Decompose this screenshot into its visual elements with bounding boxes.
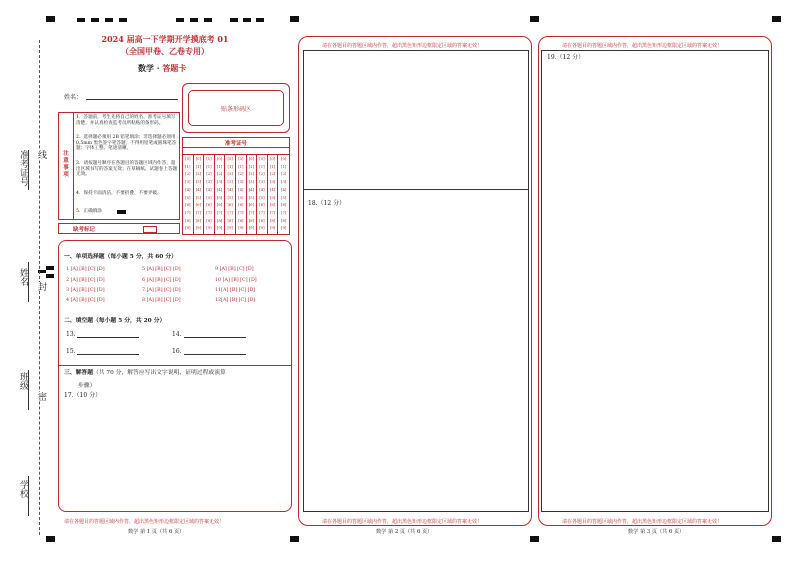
exam-digit-bubble[interactable]: [5] [238, 194, 244, 200]
exam-digit-bubble[interactable]: [9] [195, 225, 202, 231]
exam-digit-bubble[interactable]: [7] [238, 209, 244, 215]
notice-item: 4．保持卡面清洁，不要折叠、不要弄破。 [76, 191, 162, 196]
alignment-mark [91, 18, 99, 22]
exam-digit-bubble[interactable]: [4] [195, 186, 202, 192]
alignment-mark [46, 16, 55, 22]
exam-digit-bubble[interactable]: [6] [280, 202, 287, 208]
exam-digit-bubble[interactable]: [6] [269, 202, 276, 208]
mcq-option[interactable]: 1 [A] [B] [C] [D] [66, 267, 105, 272]
exam-digit-bubble[interactable]: [4] [185, 186, 191, 192]
filled-mark-sample [117, 210, 126, 214]
exam-digit-bubble[interactable]: [8] [269, 217, 276, 223]
notice-item: 2．选择题必须用 2B 铅笔填涂；非选择题必须用 0.5mm 黑色签字笔答题，不得用铅笔或圆珠笔答题；字体工整、笔迹清晰。 [76, 135, 177, 152]
exam-digit-bubble[interactable]: [9] [227, 225, 233, 231]
exam-digit-bubble[interactable]: [8] [216, 217, 223, 223]
exam-digit-bubble[interactable]: [1] [216, 163, 223, 169]
margin-line [28, 370, 29, 410]
exam-digit-bubble[interactable]: [0] [206, 156, 212, 161]
margin-line [28, 476, 29, 516]
exam-digit-bubble[interactable]: [4] [269, 186, 276, 192]
alignment-mark [105, 18, 113, 22]
exam-digit-bubble[interactable]: [1] [185, 163, 191, 169]
exam-digit-bubble[interactable]: [6] [227, 202, 233, 208]
exam-digit-bubble[interactable]: [4] [227, 186, 233, 192]
notice-divider [73, 113, 74, 219]
exam-digit-bubble[interactable]: [8] [195, 217, 202, 223]
subject-label: 数学 · [138, 63, 163, 73]
section3-desc-cont: 步骤） [78, 383, 96, 389]
exam-number-column [257, 155, 268, 234]
alignment-mark [256, 18, 264, 22]
mcq-option[interactable]: 7 [A] [B] [C] [D] [142, 288, 181, 293]
name-label: 姓名： [64, 94, 83, 101]
exam-digit-bubble[interactable]: [6] [185, 202, 191, 208]
exam-digit-bubble[interactable]: [0] [227, 156, 233, 161]
alignment-mark [190, 18, 198, 22]
exam-digit-bubble[interactable]: [5] [248, 194, 255, 200]
page-footer: 数学 第 1 页（共 6 页） [128, 529, 185, 535]
exam-digit-bubble[interactable]: [0] [216, 156, 223, 161]
q13-answer-line[interactable] [77, 337, 139, 338]
name-field[interactable] [86, 99, 178, 100]
alignment-mark [46, 536, 55, 542]
exam-digit-bubble[interactable]: [9] [248, 225, 255, 231]
margin-exam-no: 准考证号 [18, 150, 28, 186]
exam-number-title: 准考证号 [224, 141, 247, 147]
notice-box [58, 112, 180, 220]
exam-digit-bubble[interactable]: [9] [259, 225, 265, 231]
exam-digit-bubble[interactable]: [3] [195, 179, 202, 185]
exam-digit-bubble[interactable]: [2] [185, 171, 191, 177]
exam-digit-bubble[interactable]: [7] [269, 209, 276, 215]
exam-digit-bubble[interactable]: [5] [269, 194, 276, 200]
q17-label: 17.（10 分） [64, 392, 102, 399]
margin-name: 姓名 [18, 268, 28, 286]
exam-digit-bubble[interactable]: [4] [280, 186, 287, 192]
exam-digit-bubble[interactable]: [1] [259, 163, 265, 169]
q15-label: 15. [66, 348, 76, 355]
exam-digit-bubble[interactable]: [9] [280, 225, 287, 231]
mcq-option[interactable]: 9 [A] [B] [C] [D] [215, 267, 254, 272]
exam-digit-bubble[interactable]: [3] [259, 179, 265, 185]
exam-digit-bubble[interactable]: [0] [195, 156, 202, 161]
q19-box[interactable] [541, 50, 769, 512]
q16-answer-line[interactable] [184, 354, 246, 355]
exam-digit-bubble[interactable]: [9] [185, 225, 191, 231]
exam-digit-bubble[interactable]: [4] [216, 186, 223, 192]
warning-text: 请在各题目的答题区域内作答，超出黑色矩形边框限定区域的答案无效！ [562, 43, 723, 49]
exam-digit-bubble[interactable]: [3] [216, 179, 223, 185]
section3-desc: （共 70 分，解答应写出文字说明、证明过程或演算 [93, 370, 226, 376]
exam-digit-bubble[interactable]: [7] [280, 209, 287, 215]
absent-label: 缺考标记 [73, 227, 96, 233]
exam-number-column [194, 155, 205, 234]
section3-title: 三、解答题 [64, 370, 93, 376]
exam-number-column [278, 155, 289, 234]
exam-digit-bubble[interactable]: [4] [238, 186, 244, 192]
margin-xian: 线 [36, 150, 46, 159]
section2-title: 二、填空题（每小题 5 分，共 20 分） [64, 318, 166, 324]
exam-digit-bubble[interactable]: [1] [269, 163, 276, 169]
exam-digit-bubble[interactable]: [7] [195, 209, 202, 215]
q18-box[interactable] [303, 190, 529, 512]
exam-number-header-line [183, 147, 289, 148]
exam-digit-bubble[interactable]: [1] [280, 163, 287, 169]
margin-school: 学校 [18, 480, 28, 498]
exam-digit-bubble[interactable]: [0] [238, 156, 244, 161]
page-subtitle: （全国甲卷、乙卷专用） [121, 46, 209, 56]
exam-number-column [215, 155, 226, 234]
alignment-mark [290, 16, 299, 22]
exam-number-column [236, 155, 247, 234]
exam-digit-bubble[interactable]: [8] [259, 217, 265, 223]
exam-digit-bubble[interactable]: [2] [238, 171, 244, 177]
barcode-label: 贴条形码区 [220, 106, 251, 113]
exam-digit-bubble[interactable]: [7] [185, 209, 191, 215]
exam-number-column [268, 155, 279, 234]
exam-digit-bubble[interactable]: [6] [259, 202, 265, 208]
page-title: 2024 届高一下学期开学摸底考 01 [101, 34, 229, 44]
alignment-mark [119, 18, 127, 22]
exam-digit-bubble[interactable]: [5] [280, 194, 287, 200]
section1-title: 一、单项选择题（每小题 5 分，共 60 分） [64, 254, 177, 260]
mcq-option[interactable]: 6 [A] [B] [C] [D] [142, 278, 181, 283]
notice-item: 1．答题前，考生先将自己的姓名，准考证号填写清楚，并认真检查监考员所粘贴的条形码。 [76, 115, 176, 126]
exam-digit-bubble[interactable]: [5] [259, 194, 265, 200]
q15-answer-line[interactable] [77, 354, 139, 355]
alignment-mark [530, 536, 539, 542]
notice-item: 3．请按题号顺序在各题目的答题区域内作答，超出区域书写的答案无效；在草稿纸、试题卷上答题无效。 [76, 161, 178, 178]
exam-digit-bubble[interactable]: [6] [216, 202, 223, 208]
exam-digit-bubble[interactable]: [2] [280, 171, 287, 177]
exam-digit-bubble[interactable]: [6] [206, 202, 212, 208]
exam-digit-bubble[interactable]: [9] [238, 225, 244, 231]
q19-label: 19.（12 分） [547, 54, 585, 61]
exam-digit-bubble[interactable]: [0] [185, 156, 191, 161]
exam-digit-bubble[interactable]: [2] [269, 171, 276, 177]
exam-digit-bubble[interactable]: [5] [206, 194, 212, 200]
exam-digit-bubble[interactable]: [3] [227, 179, 233, 185]
barcode-area [182, 83, 290, 133]
margin-mi: 密 [36, 392, 46, 401]
q16-label: 16. [172, 348, 182, 355]
exam-digit-bubble[interactable]: [8] [227, 217, 233, 223]
exam-digit-bubble[interactable]: [3] [280, 179, 287, 185]
page-footer: 数学 第 2 页（共 6 页） [376, 529, 433, 535]
mcq-option[interactable]: 8 [A] [B] [C] [D] [142, 298, 181, 303]
exam-digit-bubble[interactable]: [9] [269, 225, 276, 231]
warning-text: 请在各题目的答题区域内作答，超出黑色矩形边框限定区域的答案无效！ [562, 519, 723, 525]
exam-digit-bubble[interactable]: [5] [185, 194, 191, 200]
exam-digit-bubble[interactable]: [3] [269, 179, 276, 185]
exam-digit-bubble[interactable]: [2] [195, 171, 202, 177]
alignment-mark [46, 274, 54, 278]
exam-digit-bubble[interactable]: [8] [206, 217, 212, 223]
exam-number-column [247, 155, 258, 234]
exam-digit-bubble[interactable]: [2] [216, 171, 223, 177]
exam-number-column [225, 155, 236, 234]
exam-digit-bubble[interactable]: [5] [195, 194, 202, 200]
alignment-mark [77, 18, 85, 22]
exam-digit-bubble[interactable]: [8] [248, 217, 255, 223]
exam-digit-bubble[interactable]: [1] [248, 163, 255, 169]
absent-box [58, 223, 180, 234]
notice-title: 注意事项 [63, 151, 69, 178]
exam-number-grid [182, 137, 290, 235]
exam-digit-bubble[interactable]: [8] [280, 217, 287, 223]
exam-digit-bubble[interactable]: [7] [259, 209, 265, 215]
exam-digit-bubble[interactable]: [8] [185, 217, 191, 223]
mcq-option[interactable]: 5 [A] [B] [C] [D] [142, 267, 181, 272]
exam-digit-bubble[interactable]: [3] [238, 179, 244, 185]
mcq-option[interactable]: 3 [A] [B] [C] [D] [66, 288, 105, 293]
exam-digit-bubble[interactable]: [7] [206, 209, 212, 215]
q17-continue-box[interactable] [303, 50, 529, 190]
exam-digit-bubble[interactable]: [0] [280, 156, 287, 161]
exam-digit-bubble[interactable]: [0] [269, 156, 276, 161]
mcq-option[interactable]: 11[A] [B] [C] [D] [215, 288, 256, 293]
mcq-option[interactable]: 10 [A] [B] [C] [D] [215, 278, 257, 283]
exam-digit-bubble[interactable]: [6] [248, 202, 255, 208]
alignment-mark [46, 266, 54, 270]
exam-digit-bubble[interactable]: [9] [206, 225, 212, 231]
section1-divider [58, 365, 292, 366]
exam-digit-bubble[interactable]: [3] [185, 179, 191, 185]
exam-digit-bubble[interactable]: [0] [248, 156, 255, 161]
q18-label: 18.（12 分） [308, 200, 346, 207]
exam-digit-bubble[interactable]: [7] [227, 209, 233, 215]
warning-text: 请在各题目的答题区域内作答，超出黑色矩形边框限定区域的答案无效！ [322, 519, 483, 525]
alignment-mark [230, 18, 238, 22]
exam-number-column [183, 155, 194, 234]
margin-feng: 封 [36, 282, 46, 291]
exam-digit-bubble[interactable]: [8] [238, 217, 244, 223]
exam-digit-bubble[interactable]: [2] [259, 171, 265, 177]
exam-digit-bubble[interactable]: [5] [227, 194, 233, 200]
exam-digit-bubble[interactable]: [3] [206, 179, 212, 185]
exam-digit-bubble[interactable]: [9] [216, 225, 223, 231]
exam-number-columns [183, 155, 289, 234]
exam-digit-bubble[interactable]: [1] [206, 163, 212, 169]
card-label: 答题卡 [162, 63, 187, 73]
q13-label: 13. [66, 331, 76, 338]
alignment-mark [530, 16, 539, 22]
alignment-mark [772, 16, 781, 22]
exam-digit-bubble[interactable]: [2] [248, 171, 255, 177]
exam-digit-bubble[interactable]: [4] [248, 186, 255, 192]
mcq-option[interactable]: 2 [A] [B] [C] [D] [66, 278, 105, 283]
alignment-mark [243, 18, 251, 22]
alignment-mark [772, 536, 781, 542]
exam-digit-bubble[interactable]: [1] [195, 163, 202, 169]
margin-class: 班级 [18, 372, 28, 390]
margin-line [28, 150, 29, 190]
warning-text: 请在各题目的答题区域内作答，超出黑色矩形边框限定区域的答案无效！ [64, 519, 225, 525]
exam-digit-bubble[interactable]: [5] [216, 194, 223, 200]
margin-line [28, 262, 29, 302]
exam-digit-bubble[interactable]: [3] [248, 179, 255, 185]
section3-heading [64, 369, 226, 378]
page-footer: 数学 第 3 页（共 6 页） [628, 529, 685, 535]
exam-number-column [204, 155, 215, 234]
q14-label: 14. [172, 331, 182, 338]
exam-digit-bubble[interactable]: [1] [227, 163, 233, 169]
exam-digit-bubble[interactable]: [2] [227, 171, 233, 177]
exam-digit-bubble[interactable]: [6] [238, 202, 244, 208]
notice-item: 5．正确填涂 [76, 209, 102, 214]
alignment-mark [204, 18, 212, 22]
warning-text: 请在各题目的答题区域内作答，超出黑色矩形边框限定区域的答案无效！ [322, 43, 483, 49]
mcq-option[interactable]: 12[A] [B] [C] [D] [215, 298, 256, 303]
exam-digit-bubble[interactable]: [4] [206, 186, 212, 192]
exam-digit-bubble[interactable]: [1] [238, 163, 244, 169]
mcq-option[interactable]: 4 [A] [B] [C] [D] [66, 298, 105, 303]
absent-checkbox[interactable] [143, 226, 157, 233]
alignment-mark [290, 536, 299, 542]
exam-digit-bubble[interactable]: [7] [248, 209, 255, 215]
subject-line [138, 63, 186, 74]
q14-answer-line[interactable] [184, 337, 246, 338]
exam-digit-bubble[interactable]: [2] [206, 171, 212, 177]
exam-digit-bubble[interactable]: [7] [216, 209, 223, 215]
alignment-mark [176, 18, 184, 22]
exam-digit-bubble[interactable]: [6] [195, 202, 202, 208]
exam-digit-bubble[interactable]: [0] [259, 156, 265, 161]
exam-digit-bubble[interactable]: [4] [259, 186, 265, 192]
